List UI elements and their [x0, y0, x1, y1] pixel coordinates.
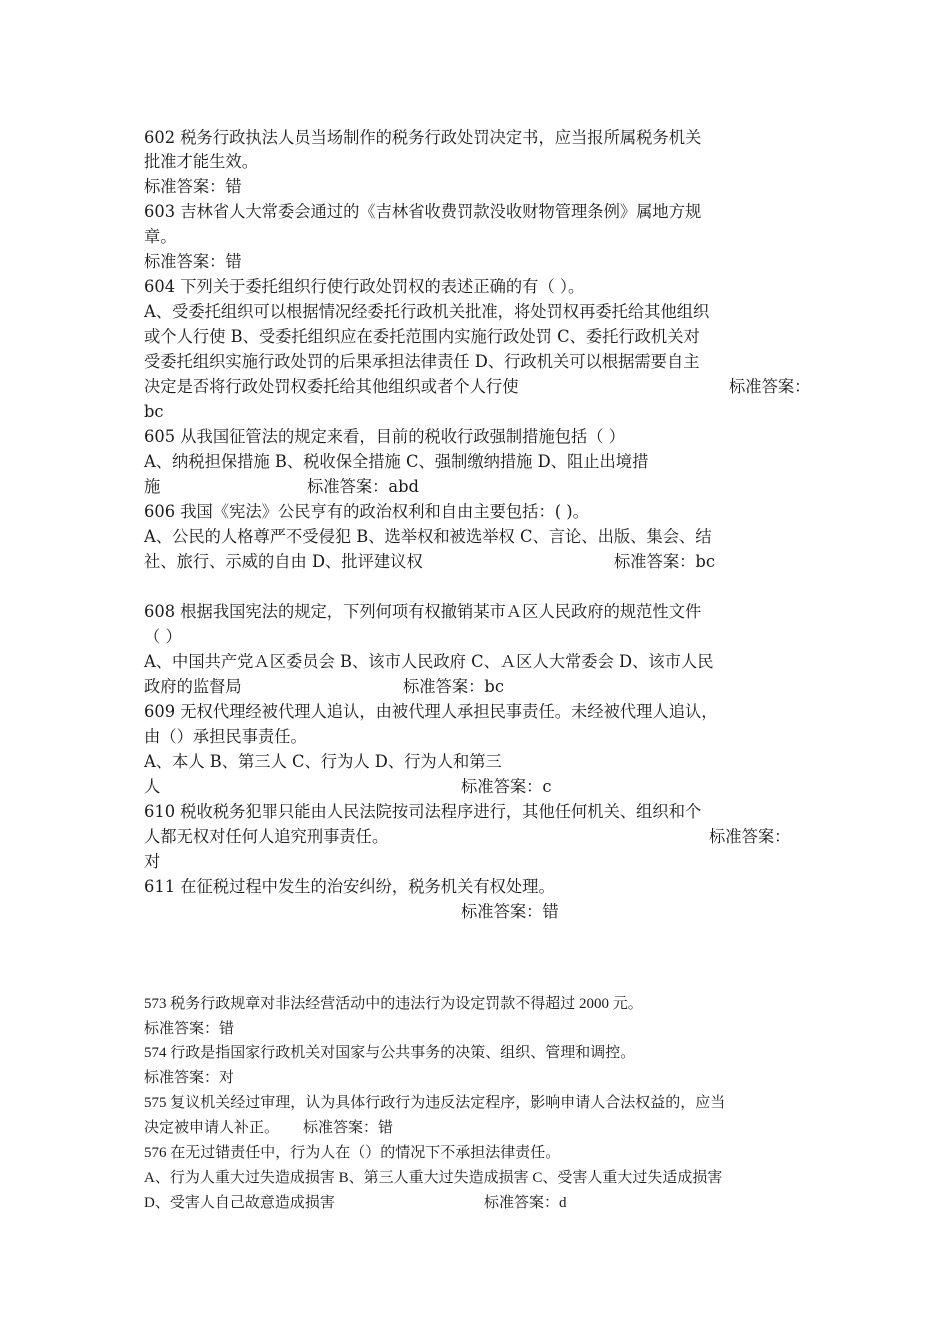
question-573: 573 税务行政规章对非法经营活动中的违法行为设定罚款不得超过 2000 元。 — [144, 996, 643, 1012]
options-606-line-1: A、公民的人格尊严不受侵犯 B、选举权和被选举权 C、言论、出版、集会、结 — [144, 527, 712, 546]
answer-611: 标准答案：错 — [461, 902, 559, 921]
answer-575: 标准答案：错 — [303, 1120, 394, 1136]
answer-603: 标准答案：错 — [144, 252, 242, 271]
options-604-line-3: 受委托组织实施行政处罚的后果承担法律责任 D、行政机关可以根据需要自主 — [144, 352, 700, 371]
answer-574: 标准答案：对 — [144, 1070, 235, 1086]
options-604-line-2: 或个人行使 B、受委托组织应在委托范围内实施行政处罚 C、委托行政机关对 — [144, 327, 700, 346]
options-608-line-1: A、中国共产党Ａ区委员会 B、该市人民政府 C、Ａ区人大常委会 D、该市人民 — [144, 652, 714, 671]
options-605-line-2: 施 — [144, 477, 161, 496]
question-609-line-1: 609 无权代理经被代理人追认，由被代理人承担民事责任。未经被代理人追认， — [144, 702, 718, 721]
answer-610-value: 对 — [144, 852, 161, 871]
answer-609: 标准答案：c — [461, 777, 552, 796]
options-604-line-1: A、受委托组织可以根据情况经委托行政机关批准，将处罚权再委托给其他组织 — [144, 302, 710, 321]
answer-610-label: 标准答案： — [709, 827, 791, 846]
options-606-line-2: 社、旅行、示威的自由 D、批评建议权 — [144, 552, 423, 571]
question-576: 576 在无过错责任中，行为人在（）的情况下不承担法律责任。 — [144, 1145, 561, 1161]
options-576-line-1: A、行为人重大过失造成损害 B、第三人重大过失造成损害 C、受害人重大过失适成损害 — [144, 1170, 723, 1186]
question-602-line-1: 602 税务行政执法人员当场制作的税务行政处罚决定书，应当报所属税务机关 — [144, 128, 702, 147]
answer-606: 标准答案：bc — [614, 552, 715, 571]
question-611: 611 在征税过程中发生的治安纠纷，税务机关有权处理。 — [144, 877, 555, 896]
question-575-line-2: 决定被申请人补正。 — [144, 1120, 280, 1136]
question-610-line-2: 人都无权对任何人追究刑事责任。 — [144, 827, 389, 846]
options-576-line-2: D、受害人自己故意造成损害 — [144, 1195, 335, 1211]
answer-604-value: bc — [144, 402, 164, 421]
question-603-line-1: 603 吉林省人大常委会通过的《吉林省收费罚款没收财物管理条例》属地方规 — [144, 202, 702, 221]
answer-605: 标准答案：abd — [307, 477, 419, 496]
options-609-line-1: A、本人 B、第三人 C、行为人 D、行为人和第三 — [144, 752, 502, 771]
question-602-line-2: 批准才能生效。 — [144, 152, 258, 171]
answer-573: 标准答案：错 — [144, 1021, 235, 1037]
question-574: 574 行政是指国家行政机关对国家与公共事务的决策、组织、管理和调控。 — [144, 1045, 636, 1061]
question-604: 604 下列关于委托组织行使行政处罚权的表述正确的有（ ）。 — [144, 277, 585, 296]
answer-576: 标准答案：d — [484, 1195, 567, 1211]
question-610-line-1: 610 税收税务犯罪只能由人民法院按司法程序进行，其他任何机关、组织和个 — [144, 802, 702, 821]
question-608-line-2: （ ） — [144, 627, 182, 646]
question-575-line-1: 575 复议机关经过审理，认为具体行政行为违反法定程序，影响申请人合法权益的，应当 — [144, 1095, 726, 1111]
options-605-line-1: A、纳税担保措施 B、税收保全措施 C、强制缴纳措施 D、阻止出境措 — [144, 452, 649, 471]
answer-608: 标准答案：bc — [403, 677, 504, 696]
options-608-line-2: 政府的监督局 — [144, 677, 242, 696]
question-603-line-2: 章。 — [144, 227, 177, 246]
options-604-line-4: 决定是否将行政处罚权委托给其他组织或者个人行使 — [144, 377, 519, 396]
options-609-line-2: 人 — [144, 777, 161, 796]
question-605: 605 从我国征管法的规定来看，目前的税收行政强制措施包括（ ） — [144, 427, 626, 446]
question-609-line-2: 由（）承担民事责任。 — [144, 727, 307, 746]
question-606: 606 我国《宪法》公民亨有的政治权利和自由主要包括：( )。 — [144, 502, 589, 521]
question-608-line-1: 608 根据我国宪法的规定，下列何项有权撤销某市Ａ区人民政府的规范性文件 — [144, 602, 702, 621]
answer-604-label: 标准答案： — [729, 377, 811, 396]
answer-602: 标准答案：错 — [144, 177, 242, 196]
